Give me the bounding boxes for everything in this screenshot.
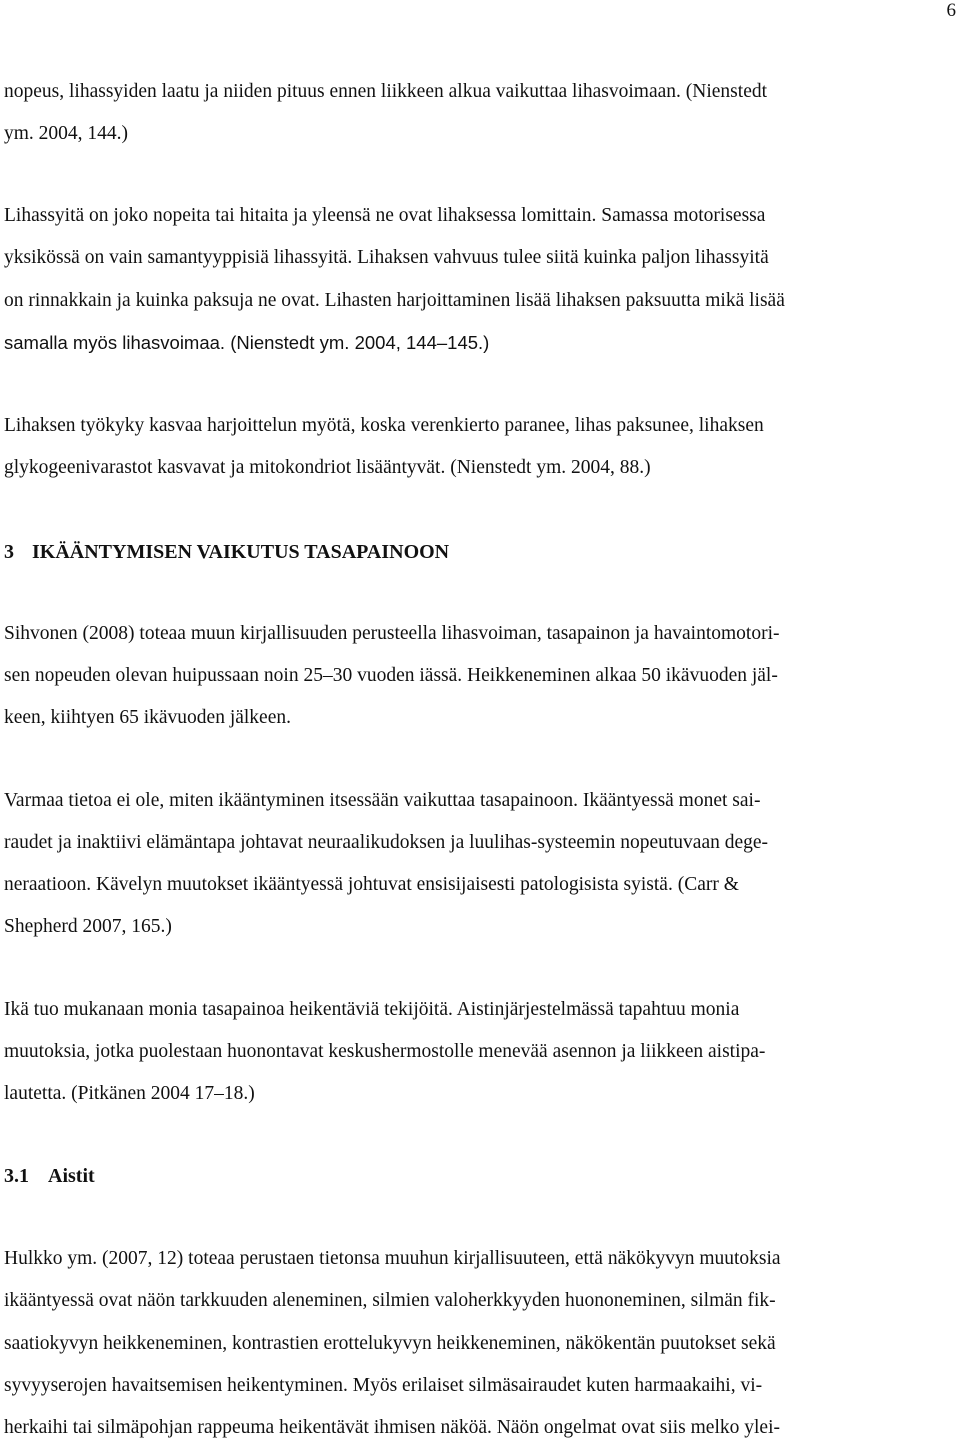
text-line: saatiokyvyn heikkeneminen, kontrastien erottelukyvyn heikkeneminen, näkökentän puutokset sekä	[4, 1333, 776, 1354]
text-line: syvyyserojen havaitsemisen heikentyminen. Myös erilaiset silmäsairaudet kuten harmaakaihi, vi-	[4, 1375, 763, 1396]
text-line: Shepherd 2007, 165.)	[4, 916, 172, 937]
text-line: on rinnakkain ja kuinka paksuja ne ovat. Lihasten harjoittaminen lisää lihaksen paksuutta mikä lisää	[4, 290, 785, 311]
section-number: 3	[4, 541, 14, 563]
text-line: glykogeenivarastot kasvavat ja mitokondriot lisääntyvät. (Nienstedt ym. 2004, 88.)	[4, 457, 651, 478]
section-title: Aistit	[48, 1165, 95, 1187]
text-line: ikääntyessä ovat näön tarkkuuden aleneminen, silmien valoherkkyyden huononeminen, silmän fik-	[4, 1290, 776, 1311]
text-line: Ikä tuo mukanaan monia tasapainoa heikentäviä tekijöitä. Aistinjärjestelmässä tapahtuu monia	[4, 999, 740, 1020]
text-line: ym. 2004, 144.)	[4, 123, 129, 144]
text-line: Lihassyitä on joko nopeita tai hitaita ja yleensä ne ovat lihaksessa lomittain. Samassa motorisessa	[4, 205, 766, 226]
text-line: lautetta. (Pitkänen 2004 17–18.)	[4, 1083, 255, 1104]
subsection-heading	[4, 1164, 95, 1188]
text-line: Sihvonen (2008) toteaa muun kirjallisuuden perusteella lihasvoiman, tasapainon ja havaintomotori-	[4, 623, 780, 644]
section-title: IKÄÄNTYMISEN VAIKUTUS TASAPAINOON	[32, 541, 450, 563]
text-line: Varmaa tietoa ei ole, miten ikääntyminen itsessään vaikuttaa tasapainoon. Ikääntyessä monet sai-	[4, 790, 761, 811]
text-line: yksikössä on vain samantyyppisiä lihassyitä. Lihaksen vahvuus tulee siitä kuinka paljon lihassyitä	[4, 247, 769, 268]
text-line: Lihaksen työkyky kasvaa harjoittelun myötä, koska verenkierto paranee, lihas paksunee, lihaksen	[4, 415, 764, 436]
text-line: neraatioon. Kävelyn muutokset ikääntyessä johtuvat ensisijaisesti patologisista syistä. (Carr &	[4, 874, 739, 895]
text-line: samalla myös lihasvoimaa. (Nienstedt ym. 2004, 144–145.)	[4, 332, 490, 353]
text-line: Hulkko ym. (2007, 12) toteaa perustaen tietonsa muuhun kirjallisuuteen, että näkökyvyn muutoksia	[4, 1248, 781, 1269]
text-line: herkaihi tai silmäpohjan rappeuma heikentävät ihmisen näköä. Näön ongelmat ovat siis melko ylei-	[4, 1417, 780, 1438]
section-number: 3.1	[4, 1165, 29, 1187]
page-number: 6	[946, 0, 956, 21]
text-line: nopeus, lihassyiden laatu ja niiden pituus ennen liikkeen alkua vaikuttaa lihasvoimaan. (Nienstedt	[4, 81, 768, 102]
section-heading	[4, 540, 449, 564]
text-line: muutoksia, jotka puolestaan huonontavat keskushermostolle menevää asennon ja liikkeen aistipa-	[4, 1041, 766, 1062]
text-line: keen, kiihtyen 65 ikävuoden jälkeen.	[4, 707, 291, 728]
text-line: raudet ja inaktiivi elämäntapa johtavat neuraalikudoksen ja luulihas-systeemin nopeutuvaan dege-	[4, 832, 769, 853]
text-line: sen nopeuden olevan huipussaan noin 25–30 vuoden iässä. Heikkeneminen alkaa 50 ikävuoden jäl-	[4, 665, 778, 686]
